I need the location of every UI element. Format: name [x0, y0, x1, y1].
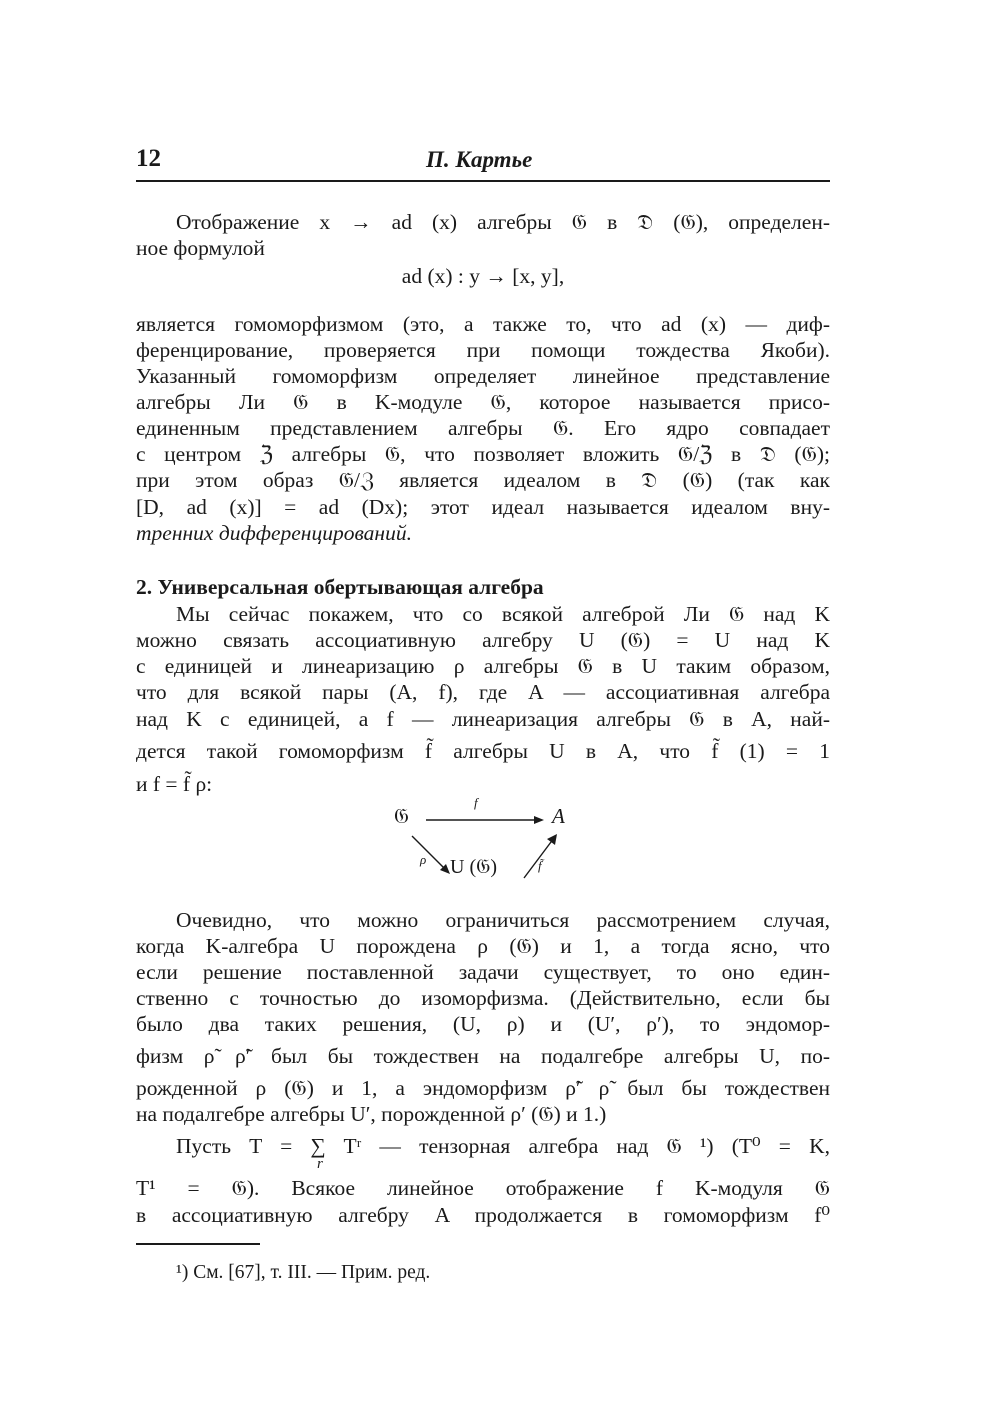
text-line: когда K-алгебра U порождена ρ (𝔊) и 1, а тогда ясно, что	[136, 934, 830, 958]
formula-ad: ad (x) : y → [x, y],	[401, 264, 565, 288]
text-line: ференцирование, проверяется при помощи тождества Якоби).	[136, 338, 830, 362]
text-line: над K с единицей, а f — линеаризация алгебры 𝔊 в A, най-	[136, 707, 830, 731]
text-line: если решение поставленной задачи существует, то оно един-	[136, 960, 830, 984]
text-line: что для всякой пары (A, f), где A — ассоциативная алгебра	[136, 680, 830, 704]
header-rule	[136, 180, 830, 182]
sum-index: r	[317, 1156, 323, 1172]
text-line: с центром ℨ алгебры 𝔊, что позволяет вложить 𝔊/ℨ в 𝔇 (𝔊);	[136, 442, 830, 466]
text-line: при этом образ 𝔊/ℨ является идеалом в 𝔇 (𝔊) (так как	[136, 468, 830, 492]
text-line: тренних дифференцирований.	[136, 521, 412, 545]
text-line: рожденной ρ (𝔊) и 1, а эндоморфизм ρ̃′ ρ̃ был бы тождествен	[136, 1076, 830, 1100]
page-header	[136, 145, 830, 179]
text-line: можно связать ассоциативную алгебру U (𝔊) = U над K	[136, 628, 830, 652]
text-line: на подалгебре алгебры U′, порожденной ρ′ (𝔊) и 1.)	[136, 1102, 607, 1126]
footnote: ¹) См. [67], т. III. — Прим. ред.	[176, 1262, 431, 1283]
text-line: алгебры Ли 𝔊 в K-модуле 𝔊, которое называется присо-	[136, 390, 830, 414]
diagram-right-label: f̃	[538, 858, 542, 873]
footnote-rule	[136, 1243, 260, 1245]
text-line: дется такой гомоморфизм f̃ алгебры U в A, что f̃ (1) = 1	[136, 739, 830, 763]
running-title: П. Картье	[426, 147, 533, 172]
page-number: 12	[136, 145, 161, 172]
text-line: Пусть T = ∑ Tʳ — тензорная алгебра над 𝔊 ¹) (T⁰ = K,	[176, 1134, 830, 1158]
diagram-target: A	[552, 804, 565, 828]
text-line: было два таких решения, (U, ρ) и (U′, ρ′), то эндомор-	[136, 1012, 830, 1036]
text-line: единенным представлением алгебры 𝔊. Его ядро совпадает	[136, 416, 830, 440]
text-line: с единицей и линеаризацию ρ алгебры 𝔊 в U таким образом,	[136, 654, 830, 678]
commutative-diagram	[392, 795, 582, 890]
text-line: Очевидно, что можно ограничиться рассмотрением случая,	[176, 908, 830, 932]
text-line: Мы сейчас покажем, что со всякой алгеброй Ли 𝔊 над K	[176, 602, 830, 626]
text-line: ное формулой	[136, 236, 265, 260]
diagram-arrows	[392, 798, 582, 890]
text-line: является гомоморфизмом (это, а также то, что ad (x) — диф-	[136, 312, 830, 336]
diagram-middle: U (𝔊)	[450, 856, 497, 878]
text-line: и f = f̃ ρ:	[136, 772, 213, 796]
section-heading: 2. Универсальная обертывающая алгебра	[136, 575, 544, 599]
diagram-top-label: f	[474, 795, 478, 810]
text-line: Отображение x → ad (x) алгебры 𝔊 в 𝔇 (𝔊), определен-	[176, 210, 830, 234]
diagram-left-label: ρ	[420, 852, 427, 867]
text-line: физм ρ̃ ρ̃′ был бы тождествен на подалгебре алгебры U, по-	[136, 1044, 830, 1068]
text-line: ственно с точностью до изоморфизма. (Действительно, если бы	[136, 986, 830, 1010]
text-line: [D, ad (x)] = ad (Dx); этот идеал называется идеалом вну-	[136, 495, 830, 519]
diagram-source: 𝔊	[394, 804, 409, 828]
text-line: в ассоциативную алгебру A продолжается в гомоморфизм f⁰	[136, 1203, 830, 1227]
text-line: Указанный гомоморфизм определяет линейное представление	[136, 364, 830, 388]
text-line: T¹ = 𝔊). Всякое линейное отображение f K-модуля 𝔊	[136, 1176, 830, 1200]
